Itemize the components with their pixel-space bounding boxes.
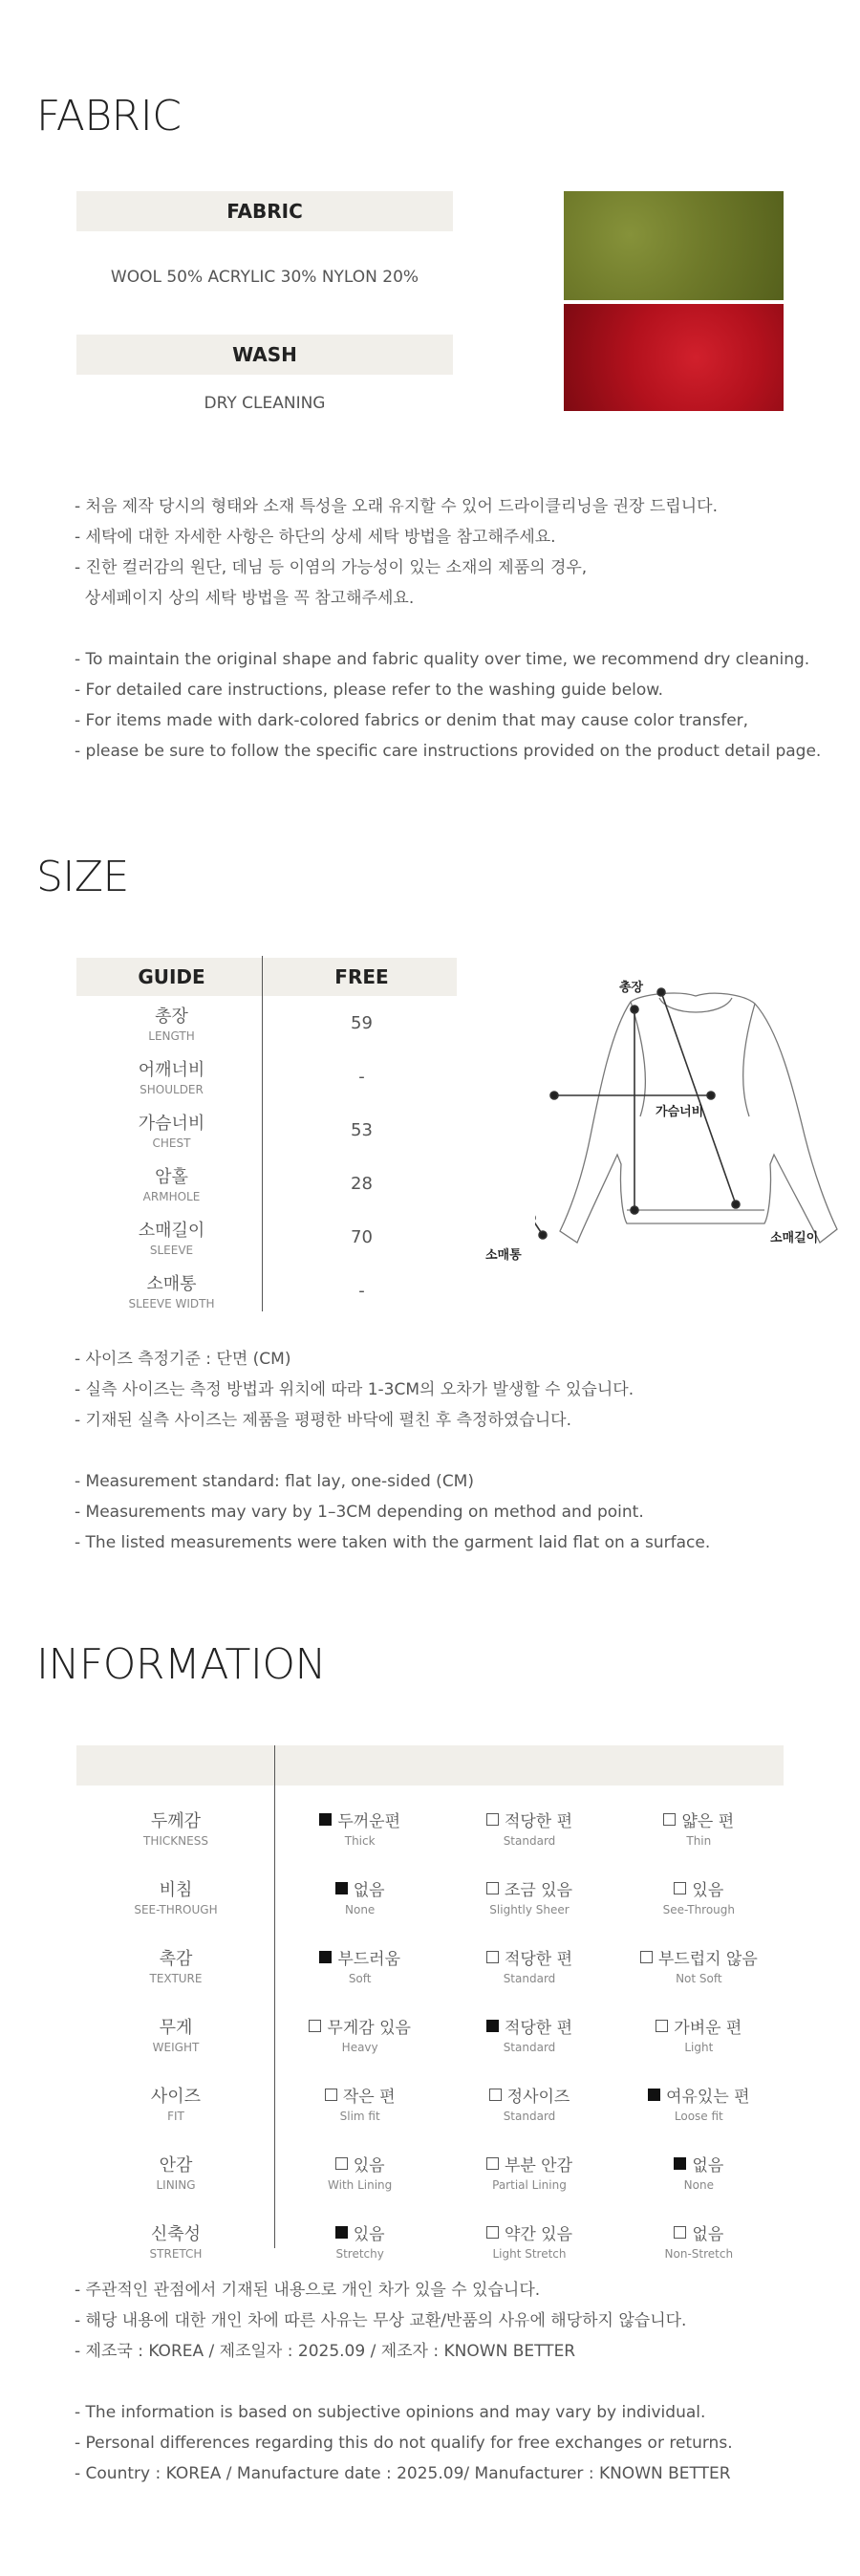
size-value: 28: [351, 1173, 373, 1194]
information-row: [76, 2068, 784, 2137]
information-row: [76, 1931, 784, 2000]
unchecked-box-icon: [309, 2020, 321, 2032]
size-label-en: CHEST: [152, 1136, 191, 1150]
category-en: STRETCH: [149, 2247, 203, 2261]
size-table-divider: [262, 956, 263, 1311]
size-row: [76, 1264, 457, 1317]
size-head-free: FREE: [334, 965, 389, 988]
option-label-ko: [656, 2014, 742, 2038]
unchecked-box-icon: [325, 2089, 337, 2101]
information-option: [614, 2068, 784, 2137]
option-text-ko: 얇은 편: [681, 1812, 735, 1831]
option-text-en: See-Through: [662, 1903, 736, 1916]
category-en: THICKNESS: [143, 1834, 208, 1848]
fabric-label-bar: FABRIC: [76, 191, 453, 231]
option-text-en: Standard: [503, 1972, 556, 1985]
option-label-ko: [335, 2220, 385, 2244]
option-label-ko: [335, 1876, 385, 1900]
option-text-en: Thin: [686, 1834, 712, 1848]
checked-box-icon: [319, 1951, 332, 1963]
information-note-line: - Personal differences regarding this do not qualify for free exchanges or returns.: [75, 2434, 733, 2453]
size-row: [76, 996, 457, 1050]
option-text-en: Thick: [344, 1834, 376, 1848]
option-text-ko: 부분 안감: [504, 2156, 573, 2176]
category-en: LINING: [156, 2178, 196, 2192]
unchecked-box-icon: [640, 1951, 653, 1963]
size-note-line: - 사이즈 측정기준 : 단면 (CM): [75, 1350, 291, 1369]
option-label-ko: [486, 1808, 572, 1831]
unchecked-box-icon: [674, 2226, 686, 2239]
unchecked-box-icon: [486, 2157, 499, 2170]
information-row: [76, 2000, 784, 2068]
information-option: [444, 2000, 613, 2068]
information-option: [444, 1793, 613, 1862]
fabric-note-line: - 처음 제작 당시의 형태와 소재 특성을 오래 유지할 수 있어 드라이클리닝을 권장 드립니다.: [75, 497, 718, 516]
information-category: [76, 1793, 275, 1862]
option-label-ko: [486, 1876, 572, 1900]
option-label-ko: [640, 1945, 758, 1969]
size-note-spacer: [75, 1436, 710, 1466]
sleeve-width-dot-b: [539, 1231, 547, 1239]
option-text-ko: 조금 있음: [504, 1881, 573, 1900]
size-note-line: - 기재된 실측 사이즈는 제품을 평평한 바닥에 펼친 후 측정하였습니다.: [75, 1411, 571, 1430]
size-label-en: LENGTH: [148, 1029, 195, 1043]
size-row-label: [76, 1157, 267, 1210]
option-text-en: None: [683, 2178, 714, 2192]
checked-box-icon: [486, 2020, 499, 2032]
size-label-ko: 총장: [155, 1007, 188, 1027]
chest-right-dot: [707, 1092, 715, 1099]
option-label-ko: [319, 1945, 400, 1969]
size-value: -: [358, 1066, 365, 1087]
size-label-ko: 가슴너비: [138, 1114, 205, 1134]
option-text-en: Not Soft: [676, 1972, 722, 1985]
checked-box-icon: [674, 2157, 686, 2170]
diagram-label-length: 총장: [619, 981, 644, 995]
option-text-ko: 있음: [353, 2225, 385, 2244]
information-row: [76, 1862, 784, 1931]
information-section-title: INFORMATION: [36, 1640, 326, 1689]
category-ko: 무게: [159, 2018, 193, 2038]
fabric-swatch-red: [564, 304, 784, 411]
checked-box-icon: [335, 2226, 348, 2239]
information-option: [444, 1931, 613, 2000]
unchecked-box-icon: [486, 1951, 499, 1963]
option-text-en: Standard: [503, 1834, 556, 1848]
size-table-header: [76, 958, 457, 996]
size-value: 53: [351, 1119, 373, 1140]
unchecked-box-icon: [335, 2157, 348, 2170]
diagram-label-chest: 가슴너비: [656, 1105, 704, 1119]
information-category: [76, 1862, 275, 1931]
option-text-en: Loose fit: [674, 2110, 723, 2123]
information-option: [275, 2068, 444, 2137]
option-label-ko: [489, 2083, 570, 2107]
information-row: [76, 2137, 784, 2206]
fabric-composition: WOOL 50% ACRYLIC 30% NYLON 20%: [110, 268, 419, 287]
fabric-note-line: - please be sure to follow the specific care instructions provided on the product detail page.: [75, 742, 822, 761]
information-table-header: [76, 1745, 784, 1786]
option-text-ko: 적당한 편: [504, 1812, 573, 1831]
information-option: [444, 1862, 613, 1931]
size-value: -: [358, 1280, 365, 1301]
option-text-ko: 가벼운 편: [674, 2019, 742, 2038]
size-head-guide: GUIDE: [138, 965, 205, 988]
category-en: WEIGHT: [152, 2041, 200, 2054]
unchecked-box-icon: [489, 2089, 502, 2101]
size-row-label: [76, 1050, 267, 1103]
size-label-en: SLEEVE: [149, 1244, 194, 1257]
information-note-line: - 주관적인 관점에서 기재된 내용으로 개인 차가 있을 수 있습니다.: [75, 2281, 541, 2300]
unchecked-box-icon: [486, 2226, 499, 2239]
category-en: FIT: [167, 2110, 184, 2123]
size-row-label: [76, 1103, 267, 1157]
size-value: 59: [351, 1012, 373, 1033]
option-text-en: Light Stretch: [492, 2247, 567, 2261]
fabric-note-line: - For detailed care instructions, please refer to the washing guide below.: [75, 681, 664, 700]
sleeve-bottom-dot: [732, 1201, 740, 1208]
category-ko: 사이즈: [150, 2087, 202, 2107]
checked-box-icon: [648, 2089, 660, 2101]
information-note-line: - Country : KOREA / Manufacture date : 2025.09/ Manufacturer : KNOWN BETTER: [75, 2464, 731, 2483]
option-text-en: With Lining: [328, 2178, 393, 2192]
option-text-ko: 무게감 있음: [327, 2019, 411, 2038]
option-text-ko: 있음: [353, 2156, 385, 2176]
unchecked-box-icon: [656, 2020, 668, 2032]
fabric-note-line: - 세탁에 대한 자세한 사항은 하단의 상세 세탁 방법을 참고해주세요.: [75, 528, 556, 547]
information-category: [76, 2206, 275, 2275]
option-text-en: Light: [684, 2041, 714, 2054]
wash-label-bar: WASH: [76, 335, 453, 375]
information-option: [614, 1862, 784, 1931]
size-label-en: SHOULDER: [140, 1083, 204, 1096]
information-option: [444, 2068, 613, 2137]
length-bottom-dot: [631, 1206, 638, 1214]
option-text-en: None: [345, 1903, 376, 1916]
fabric-note-line: - For items made with dark-colored fabrics or denim that may cause color transfer,: [75, 711, 749, 730]
length-top-dot: [631, 1006, 638, 1013]
option-text-en: Slim fit: [339, 2110, 380, 2123]
option-text-ko: 부드럽지 않음: [657, 1950, 758, 1969]
option-label-ko: [486, 1945, 572, 1969]
information-row: [76, 1793, 784, 1862]
size-note-line: - Measurement standard: flat lay, one-sided (CM): [75, 1472, 474, 1491]
option-text-ko: 정사이즈: [506, 2088, 570, 2107]
option-text-ko: 여유있는 편: [666, 2088, 750, 2107]
option-text-ko: 적당한 편: [504, 2019, 573, 2038]
fabric-note-line: 상세페이지 상의 세탁 방법을 꼭 참고해주세요.: [75, 589, 415, 608]
category-ko: 비침: [159, 1880, 193, 1900]
size-table: [76, 958, 457, 1317]
information-option: [275, 1931, 444, 2000]
option-text-en: Standard: [503, 2041, 556, 2054]
option-text-ko: 작은 편: [342, 2088, 396, 2107]
size-label-ko: 소매길이: [138, 1221, 205, 1241]
information-option: [614, 2206, 784, 2275]
option-text-ko: 있음: [692, 1881, 724, 1900]
information-option: [275, 2206, 444, 2275]
size-note-line: - The listed measurements were taken with the garment laid flat on a surface.: [75, 1533, 711, 1552]
measure-lines: [535, 981, 740, 1239]
sleeve-top-dot: [657, 988, 665, 996]
diagram-label-sleeve-width: 소매통: [485, 1248, 522, 1263]
unchecked-box-icon: [663, 1813, 676, 1826]
fabric-note-line: - To maintain the original shape and fabric quality over time, we recommend dry cleaning.: [75, 650, 810, 669]
information-note-line: - 해당 내용에 대한 개인 차에 따른 사유는 무상 교환/반품의 사유에 해당하지 않습니다.: [75, 2311, 687, 2330]
option-label-ko: [674, 2152, 723, 2176]
size-label-ko: 어깨너비: [138, 1060, 205, 1080]
option-label-ko: [486, 2014, 572, 2038]
fabric-section-title: FABRIC: [36, 92, 182, 141]
size-row-label: [76, 1264, 267, 1317]
information-option: [614, 2137, 784, 2206]
information-row: [76, 2206, 784, 2275]
information-option: [275, 2137, 444, 2206]
option-text-en: Soft: [348, 1972, 372, 1985]
option-label-ko: [674, 1876, 723, 1900]
information-note-spacer: [75, 2367, 733, 2397]
size-value: 70: [351, 1226, 373, 1247]
fabric-swatch-olive: [564, 191, 784, 300]
option-text-ko: 약간 있음: [504, 2225, 573, 2244]
option-text-en: Non-Stretch: [664, 2247, 734, 2261]
category-ko: 두께감: [150, 1811, 202, 1831]
category-ko: 촉감: [159, 1949, 193, 1969]
size-row-label: [76, 1210, 267, 1264]
option-text-ko: 없음: [692, 2225, 724, 2244]
option-text-en: Partial Lining: [492, 2178, 567, 2192]
information-option: [275, 2000, 444, 2068]
size-note-line: - 실측 사이즈는 측정 방법과 위치에 따라 1-3CM의 오차가 발생할 수 있습니다.: [75, 1380, 634, 1399]
information-note-line: - The information is based on subjective opinions and may vary by individual.: [75, 2403, 706, 2422]
information-option: [275, 1862, 444, 1931]
option-text-ko: 없음: [692, 2156, 724, 2176]
information-category: [76, 2068, 275, 2137]
category-en: TEXTURE: [149, 1972, 203, 1985]
information-category: [76, 2137, 275, 2206]
information-option: [444, 2137, 613, 2206]
option-label-ko: [325, 2083, 396, 2107]
size-label-en: SLEEVE WIDTH: [128, 1297, 215, 1310]
fabric-note-spacer: [75, 614, 821, 644]
option-label-ko: [648, 2083, 750, 2107]
chest-left-dot: [550, 1092, 558, 1099]
size-section-title: SIZE: [36, 853, 129, 901]
option-label-ko: [674, 2220, 723, 2244]
category-ko: 안감: [159, 2155, 193, 2176]
size-label-en: ARMHOLE: [142, 1190, 201, 1203]
information-note-line: - 제조국 : KOREA / 제조일자 : 2025.09 / 제조자 : KNOWN BETTER: [75, 2342, 576, 2361]
size-label-ko: 소매통: [146, 1274, 197, 1294]
information-option: [275, 1793, 444, 1862]
information-option: [444, 2206, 613, 2275]
option-label-ko: [319, 1808, 400, 1831]
option-text-en: Slightly Sheer: [489, 1903, 570, 1916]
information-notes: [75, 2275, 733, 2489]
option-text-en: Stretchy: [335, 2247, 384, 2261]
sleeve-line: [661, 992, 736, 1204]
option-text-ko: 없음: [353, 1881, 385, 1900]
size-notes: [75, 1344, 710, 1558]
option-label-ko: [486, 2152, 572, 2176]
option-text-en: Standard: [503, 2110, 556, 2123]
size-row: [76, 1157, 457, 1210]
option-label-ko: [663, 1808, 734, 1831]
size-row: [76, 1210, 457, 1264]
information-option: [614, 2000, 784, 2068]
fabric-note-line: - 진한 컬러감의 원단, 데님 등 이염의 가능성이 있는 소재의 제품의 경우,: [75, 558, 588, 577]
information-option: [614, 1931, 784, 2000]
wash-value: DRY CLEANING: [204, 394, 326, 413]
unchecked-box-icon: [486, 1813, 499, 1826]
fabric-notes: [75, 491, 821, 767]
option-text-ko: 적당한 편: [504, 1950, 573, 1969]
unchecked-box-icon: [674, 1882, 686, 1894]
option-text-en: Heavy: [341, 2041, 378, 2054]
checked-box-icon: [335, 1882, 348, 1894]
category-ko: 신축성: [150, 2224, 202, 2244]
information-option: [614, 1793, 784, 1862]
option-label-ko: [486, 2220, 572, 2244]
option-text-ko: 부드러움: [337, 1950, 401, 1969]
category-en: SEE-THROUGH: [134, 1903, 218, 1916]
size-row: [76, 1103, 457, 1157]
size-row-label: [76, 996, 267, 1050]
option-text-ko: 두꺼운편: [337, 1812, 401, 1831]
information-category: [76, 1931, 275, 2000]
unchecked-box-icon: [486, 1882, 499, 1894]
information-category: [76, 2000, 275, 2068]
option-label-ko: [309, 2014, 411, 2038]
diagram-label-sleeve: 소매길이: [770, 1231, 819, 1245]
size-row: [76, 1050, 457, 1103]
information-table-divider: [274, 1745, 275, 2248]
size-note-line: - Measurements may vary by 1–3CM depending on method and point.: [75, 1503, 644, 1522]
size-label-ko: 암홀: [155, 1167, 188, 1187]
checked-box-icon: [319, 1813, 332, 1826]
option-label-ko: [335, 2152, 385, 2176]
